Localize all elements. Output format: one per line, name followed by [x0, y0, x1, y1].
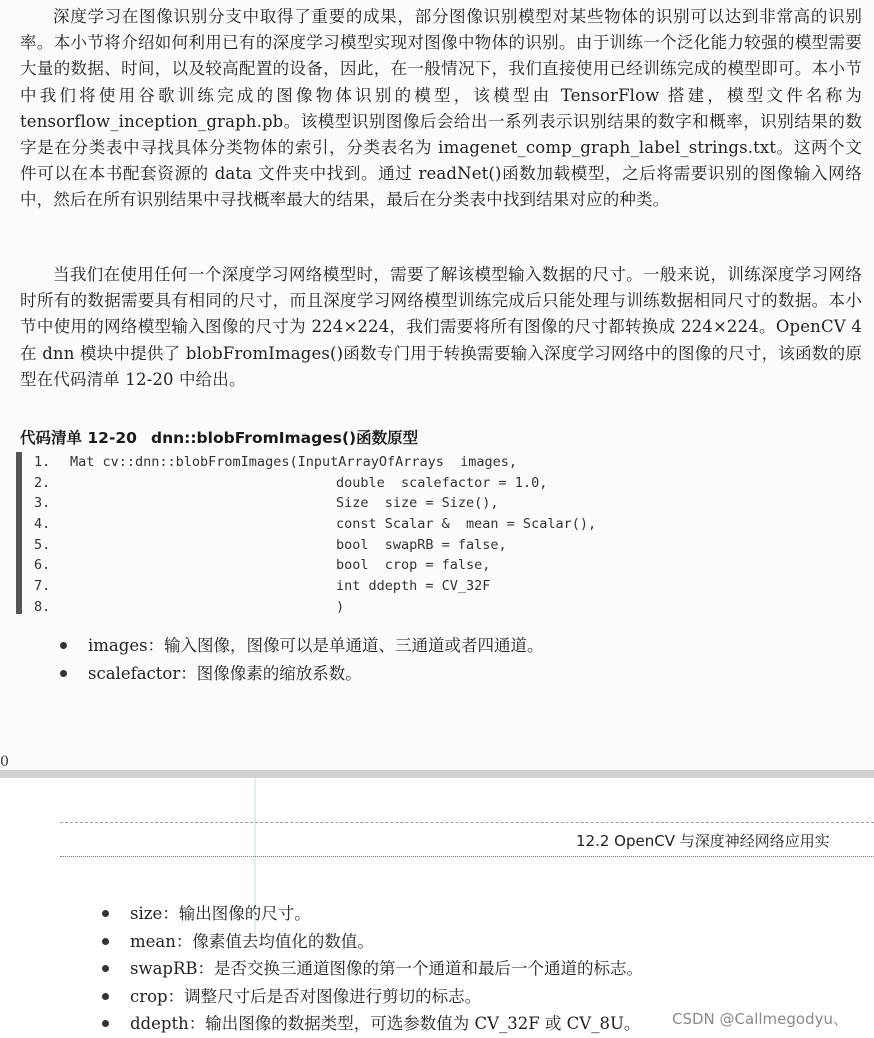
input-size-paragraph: 当我们在使用任何一个深度学习网络模型时，需要了解该模型输入数据的尺寸。一般来说，训练深度学习网络时所有的数据需要具有相同的尺寸，而且深度学习网络模型训练完成后只能处理与训练数据相同尺寸的数据。本小节中使用的网络模型输入图像的尺寸为 224×224，我们需要将所有图像的尺寸都转换成 224×224。OpenCV 4 在 dnn 模块中提供了 blobFromImages()函数专门用于转换需要输入深度学习网络中的图像的尺寸，该函数的原型在代码清单 12-20 中给出。 — [20, 265, 862, 389]
line-number: 6. — [34, 557, 51, 574]
code-text: bool crop = false, — [336, 557, 491, 574]
list-item: crop：调整尺寸后是否对图像进行剪切的标志。 — [100, 983, 643, 1011]
code-text: Size size = Size(), — [336, 495, 499, 512]
line-number: 1. — [34, 454, 51, 470]
code-margin-bar — [16, 452, 22, 614]
bullet-dot-icon — [102, 965, 109, 972]
list-item: ddepth：输出图像的数据类型，可选参数值为 CV_32F 或 CV_8U。 — [100, 1010, 643, 1038]
code-text: const Scalar & mean = Scalar(), — [336, 516, 597, 533]
page-divider — [0, 770, 874, 778]
line-number: 3. — [34, 495, 51, 512]
line-number: 7. — [34, 578, 51, 595]
bullet-dot-icon — [102, 1020, 109, 1027]
header-rule-bottom — [60, 856, 874, 857]
line-number: 5. — [34, 536, 51, 553]
code-text: int ddepth = CV_32F — [336, 578, 491, 595]
code-text: Mat cv::dnn::blobFromImages(InputArrayOfArrays images, — [70, 454, 518, 470]
list-item: size：输出图像的尺寸。 — [100, 900, 643, 928]
bullet-dot-icon — [102, 910, 109, 917]
line-number: 8. — [34, 598, 51, 615]
line-number: 2. — [34, 474, 51, 491]
intro-paragraph: 深度学习在图像识别分支中取得了重要的成果，部分图像识别模型对某些物体的识别可以达到非常高的识别率。本小节将介绍如何利用已有的深度学习模型实现对图像中物体的识别。由于训练一个泛化能力较强的模型需要大量的数据、时间，以及较高配置的设备，因此，在一般情况下，我们直接使用已经训练完成的模型即可。本小节中我们将使用谷歌训练完成的图像物体识别的模型，该模型由 TensorFlow 搭建，模型文件名称为 tensorflow_inception_graph.pb。该模型识别图像后会给出一系列表示识别结果的数字和概率，识别结果的数字是在分类表中寻找具体分类物体的索引，分类表名为 imagenet_comp_graph_label_strings.txt。这两个文件可以在本书配套资源的 data 文件夹中找到。通过 readNet()函数加载模型，之后将需要识别的图像输入网络中，然后在所有识别结果中寻找概率最大的结果，最后在分类表中找到结果对应的种类。 — [20, 7, 862, 210]
bullet-dot-icon — [102, 938, 109, 945]
running-header: 12.2 OpenCV 与深度神经网络应用实 — [576, 832, 830, 850]
code-listing-caption — [20, 426, 418, 448]
bullet-dot-icon — [60, 642, 67, 649]
line-number: 4. — [34, 516, 51, 533]
csdn-watermark: CSDN @Callmegodyu、 — [672, 1010, 848, 1028]
list-item: scalefactor：图像像素的缩放系数。 — [58, 660, 544, 688]
header-rule-top — [60, 822, 874, 823]
code-text: double scalefactor = 1.0, — [336, 474, 548, 491]
code-listing-title: dnn::blobFromImages()函数原型 — [150, 429, 419, 447]
code-listing — [16, 452, 736, 614]
page-number-fragment: 0 — [0, 754, 9, 770]
code-listing-label: 代码清单 12-20 — [20, 429, 137, 447]
list-item: images：输入图像，图像可以是单通道、三通道或者四通道。 — [58, 632, 544, 660]
code-text: bool swapRB = false, — [336, 536, 507, 553]
list-item: swapRB：是否交换三通道图像的第一个通道和最后一个通道的标志。 — [100, 955, 643, 983]
parameter-list-top — [58, 632, 544, 687]
bullet-dot-icon — [60, 670, 67, 677]
bullet-dot-icon — [102, 993, 109, 1000]
code-text: ) — [336, 598, 345, 615]
list-item: mean：像素值去均值化的数值。 — [100, 928, 643, 956]
parameter-list-bottom — [100, 900, 643, 1038]
